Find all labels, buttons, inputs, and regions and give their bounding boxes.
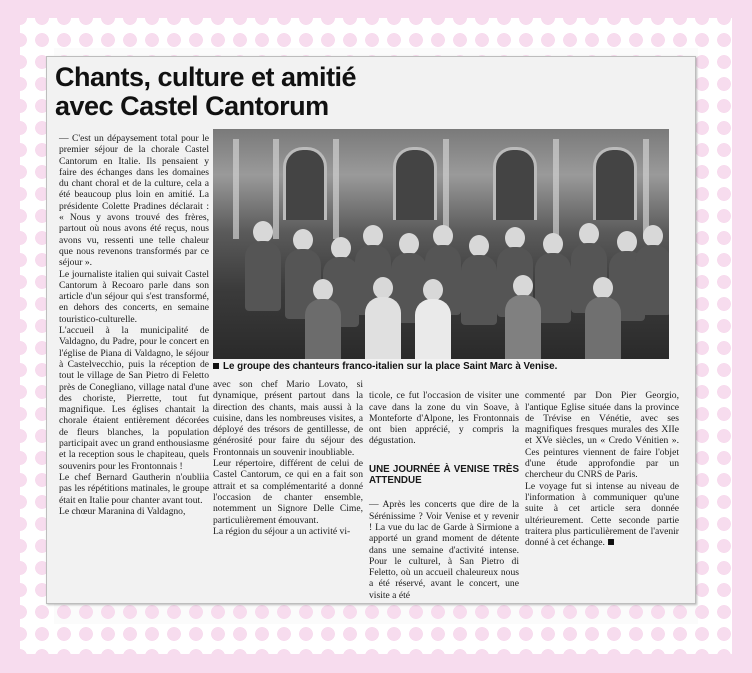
group-photo: [213, 129, 669, 359]
photo-caption: Le groupe des chanteurs franco-italien sur la place Saint Marc à Venise.: [213, 361, 669, 373]
article-column-4: [525, 379, 679, 548]
article-column-1: — C'est un dépaysement total pour le premier séjour de la chorale Castel Cantorum en Italie. Ils pensaient y faire des échanges dans les domaines du chant choral et de la culture, cela a été beaucoup plus loin en amitié. La présidente Colette Pradines déclarait : « Nous y avons trouvé des frères, partout où nous avons été reçus, nous avons vu, ressenti une telle chaleur que nous revenons transformés par ce séjour ». Le journaliste italien qui suivait Castel Cantorum à Recoaro parle dans son article d'un séjour qui s'est transformé, en dehors des concerts, en semaine touristico-culturelle. L'accueil à la municipalité de Valdagno, du Padre, pour le concert en l'église de Piana di Valdagno, le séjour à Castelvecchio, puis la réception de tout le village de San Pietro di Feletto près de Conegliano, village natal d'une des choriste, Pierrette, tout fut magnifique. Les églises chantait la chorale étaient entièrement décorées de fleurs blanches, la population participait avec un grand enthousiasme et la reception sous le chapiteau, quels souvenirs pour les Frontonnais ! Le chef Bernard Gautherin n'oubliia pas les répétitions matinales, le groupe était en Italie pour chanter avant tout. Le chœur Maranina di Valdagno,: [59, 133, 209, 517]
headline: [55, 63, 695, 121]
headline-line-1: Chants, culture et amitié: [55, 62, 357, 92]
col4-text: commenté par Don Pier Georgio, l'antique Eglise située dans la province de Trévise en Vénétie, avec ses magnifiques fresques murales des XIIe et XVe siècles, un « Credo Vénitien ». Ces peintures viennent de faire l'objet d'une étude approfondie par un chercheur du CNRS de Paris. Le voyage fut si intense au niveau de l'information à communiquer qu'une suite à cet article sera donnée ultérieurement. Cette seconde partie traitera plus particulièrement de l'avenir donné à cet échange.: [525, 390, 679, 549]
end-mark: [608, 539, 614, 545]
col3-paragraph-1: ticole, ce fut l'occasion de visiter une cave dans la zone du vin Soave, à Monteforte d'Alpone, les Frontonnais ont bien apprécié, y compris la dégustation.: [369, 390, 519, 447]
article-column-2: avec son chef Mario Lovato, si dynamique, présent partout dans la direction des chants, mais aussi à la cuisine, dans les nombreuses visites, a déployé des trésors de gentillesse, de générosité pour faire du séjour des Frontonnais un souvenir inoubliable. Leur répertoire, différent de celui de Castel Cantorum, ce qui en a fait son attrait et sa complémentarité a donné l'occasion de chanter ensemble, notemment un Signore Delle Cime, particulièrement émouvant. La région du séjour a un activité vi-: [213, 379, 363, 537]
section-subhead: UNE JOURNÉE À VENISE TRÈS ATTENDUE: [369, 464, 519, 487]
col3-paragraph-2: — Après les concerts que dire de la Sérénissime ? Voir Venise et y revenir ! La vue du lac de Garde à Sirmione a apporté un grand moment de détente dans une semaine d'activité intense. Pour le culturel, à San Pietro di Feletto, où un accueil chaleureux nous a été réservé, avant le concert, une visite a été: [369, 499, 519, 601]
newspaper-clipping: [46, 56, 696, 604]
article-column-3: [369, 379, 519, 604]
caption-bullet: [213, 363, 219, 369]
headline-line-2: avec Castel Cantorum: [55, 91, 329, 121]
